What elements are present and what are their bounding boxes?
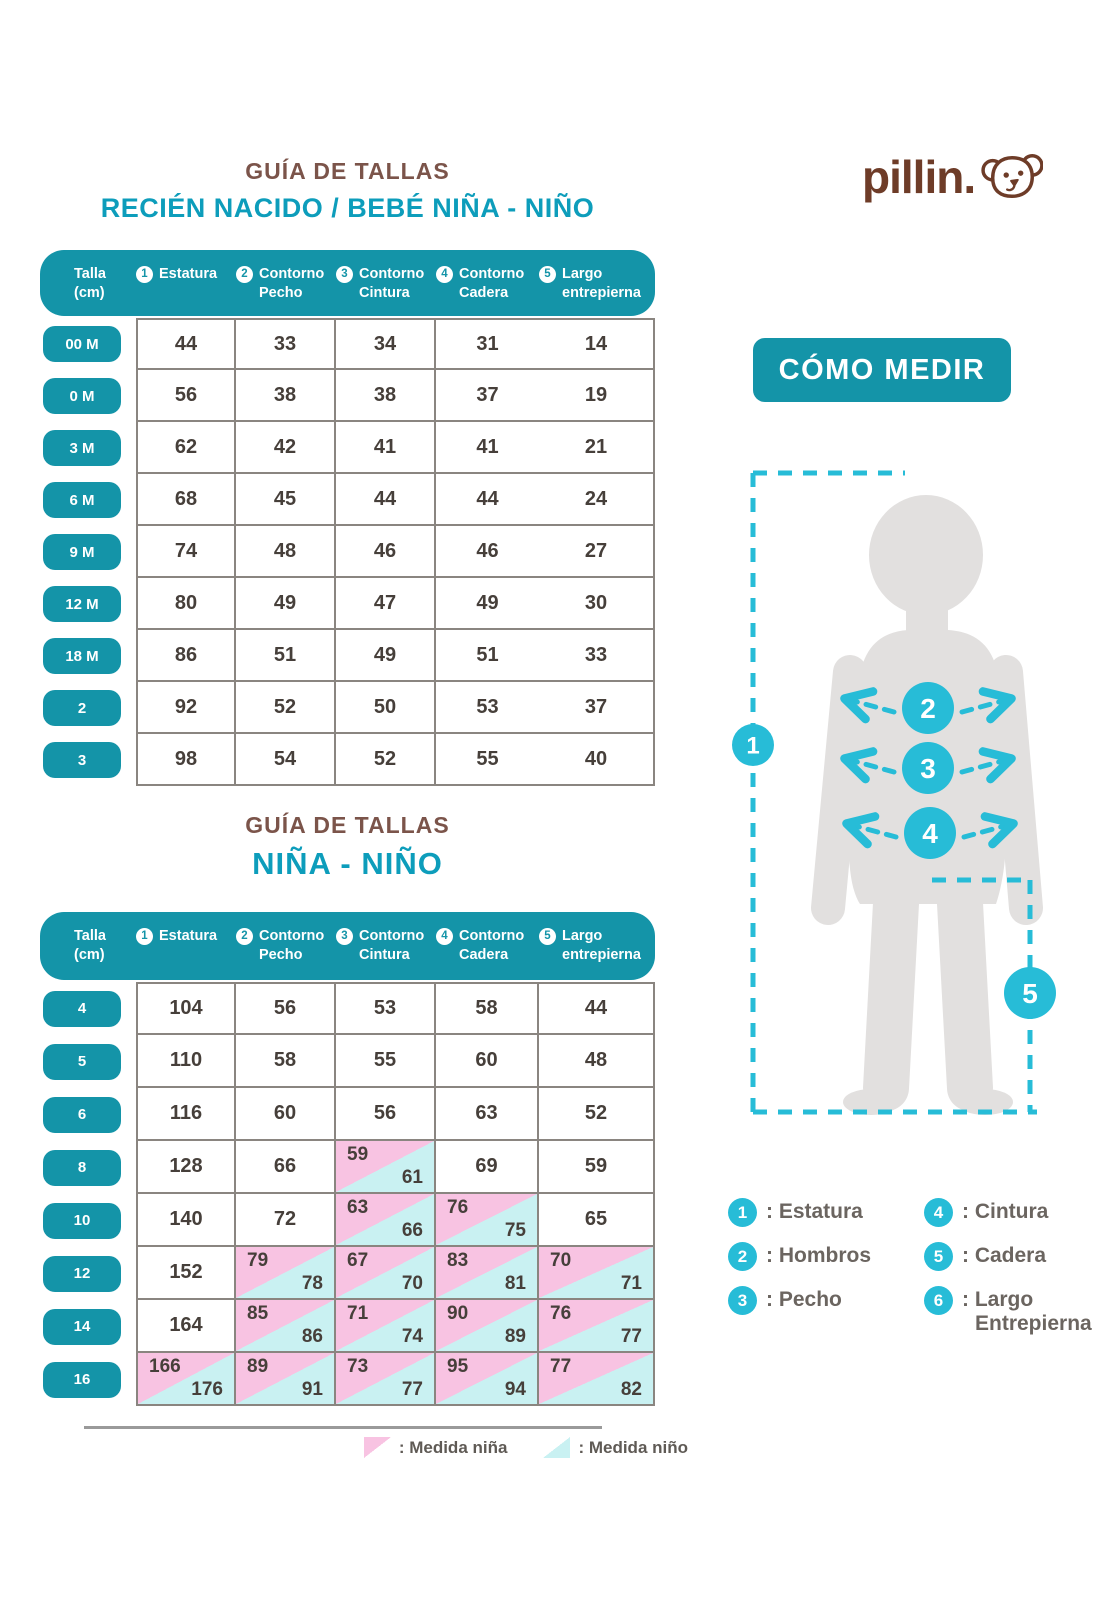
svg-text:2: 2 xyxy=(920,693,936,725)
badge-cell xyxy=(40,1141,136,1194)
column-header-label: Talla (cm) xyxy=(74,266,106,302)
nina-value: 90 xyxy=(447,1303,469,1324)
table-cell: 86 xyxy=(136,630,236,682)
table-cell: 58 xyxy=(436,982,539,1035)
table-cell: 55 xyxy=(336,1035,436,1088)
child-silhouette xyxy=(828,495,1026,1115)
table-cell: 44 xyxy=(336,474,436,526)
split-cell xyxy=(436,1353,539,1406)
cyan-triangle-icon xyxy=(543,1437,570,1458)
nino-value: 77 xyxy=(401,1379,423,1400)
split-cell xyxy=(436,1194,539,1247)
split-cell xyxy=(136,1353,236,1406)
column-number-badge: 4 xyxy=(436,266,453,283)
table-cell: 128 xyxy=(136,1141,236,1194)
table-cell: 44 xyxy=(436,474,539,526)
nino-value: 91 xyxy=(301,1379,323,1400)
column-header-cadera xyxy=(436,265,539,303)
measure-number-badge: 1 xyxy=(728,1198,757,1227)
measure-number-badge: 2 xyxy=(728,1242,757,1271)
badge-cell xyxy=(40,422,136,474)
size-badge: 18 M xyxy=(43,638,121,674)
split-cell xyxy=(336,1300,436,1353)
table-cell: 40 xyxy=(539,734,655,786)
badge-cell xyxy=(40,982,136,1035)
table-cell: 56 xyxy=(236,982,336,1035)
nino-value: 81 xyxy=(504,1273,526,1294)
svg-text:1: 1 xyxy=(746,732,760,760)
measure-legend-item-4 xyxy=(924,1200,1104,1227)
column-number-badge: 5 xyxy=(539,928,556,945)
table-cell: 37 xyxy=(436,370,539,422)
table-row xyxy=(40,1353,655,1406)
split-cell xyxy=(236,1300,336,1353)
measure-number-badge: 5 xyxy=(924,1242,953,1271)
table-cell: 51 xyxy=(236,630,336,682)
table-row xyxy=(40,370,655,422)
table-cell: 65 xyxy=(539,1194,655,1247)
table-cell: 46 xyxy=(336,526,436,578)
pink-triangle-icon xyxy=(364,1437,391,1458)
table-cell: 37 xyxy=(539,682,655,734)
table-cell: 45 xyxy=(236,474,336,526)
measure-point-3 xyxy=(902,742,954,794)
nino-value: 75 xyxy=(504,1220,526,1241)
table-cell: 98 xyxy=(136,734,236,786)
footer-divider xyxy=(84,1426,602,1429)
table-cell: 41 xyxy=(336,422,436,474)
table-row xyxy=(40,422,655,474)
column-header-estatura xyxy=(136,265,236,284)
size-badge: 12 M xyxy=(43,586,121,622)
column-header-estatura xyxy=(136,927,236,946)
nino-value: 70 xyxy=(401,1273,423,1294)
table-cell: 140 xyxy=(136,1194,236,1247)
table-cell: 33 xyxy=(236,318,336,370)
column-number-badge: 5 xyxy=(539,266,556,283)
table-row xyxy=(40,578,655,630)
gender-legend-nino-label: : Medida niño xyxy=(578,1437,688,1457)
measure-legend-label: : Hombros xyxy=(766,1244,871,1267)
como-medir-label: CÓMO MEDIR xyxy=(778,353,986,386)
table-cell: 49 xyxy=(236,578,336,630)
size-badge: 00 M xyxy=(43,326,121,362)
table-cell: 164 xyxy=(136,1300,236,1353)
split-cell xyxy=(336,1194,436,1247)
badge-cell xyxy=(40,1353,136,1406)
table-row xyxy=(40,1035,655,1088)
column-header-cadera xyxy=(436,927,539,965)
table-cell: 41 xyxy=(436,422,539,474)
column-number-badge: 1 xyxy=(136,266,153,283)
column-number-badge: 4 xyxy=(436,928,453,945)
size-badge: 14 xyxy=(43,1309,121,1345)
split-cell xyxy=(539,1247,655,1300)
measure-legend-label: : Estatura xyxy=(766,1200,863,1223)
nina-value: 95 xyxy=(447,1356,469,1377)
split-cell xyxy=(436,1247,539,1300)
nina-value: 83 xyxy=(447,1250,469,1271)
measure-legend-item-3 xyxy=(728,1288,898,1315)
table-cell: 44 xyxy=(539,982,655,1035)
nina-value: 79 xyxy=(247,1250,269,1271)
nino-value: 74 xyxy=(401,1326,423,1347)
table-row xyxy=(40,1194,655,1247)
table-cell: 110 xyxy=(136,1035,236,1088)
table-row xyxy=(40,318,655,370)
badge-cell xyxy=(40,682,136,734)
table-row xyxy=(40,630,655,682)
table-cell: 52 xyxy=(336,734,436,786)
column-number-badge: 2 xyxy=(236,266,253,283)
measure-legend-label: : Cadera xyxy=(962,1244,1047,1267)
column-number-badge: 3 xyxy=(336,266,353,283)
measure-point-4 xyxy=(904,807,956,859)
table-cell: 33 xyxy=(539,630,655,682)
nino-value: 77 xyxy=(620,1326,642,1347)
nino-value: 71 xyxy=(620,1273,642,1294)
badge-cell xyxy=(40,318,136,370)
nina-value: 76 xyxy=(550,1303,572,1324)
nina-value: 70 xyxy=(550,1250,572,1271)
table-cell: 42 xyxy=(236,422,336,474)
size-badge: 3 M xyxy=(43,430,121,466)
gender-legend-nino xyxy=(543,1437,688,1458)
guide1-title: RECIÉN NACIDO / BEBÉ NIÑA - NIÑO xyxy=(100,193,595,223)
gender-legend xyxy=(40,1437,688,1458)
column-header-label: Largo entrepierna xyxy=(562,928,641,964)
table-cell: 49 xyxy=(436,578,539,630)
table-cell: 60 xyxy=(236,1088,336,1141)
table-cell: 46 xyxy=(436,526,539,578)
table-cell: 21 xyxy=(539,422,655,474)
column-header-cintura xyxy=(336,265,436,303)
column-number-badge: 1 xyxy=(136,928,153,945)
table-cell: 48 xyxy=(236,526,336,578)
size-badge: 8 xyxy=(43,1150,121,1186)
size-badge: 12 xyxy=(43,1256,121,1292)
table-cell: 55 xyxy=(436,734,539,786)
column-number-badge: 3 xyxy=(336,928,353,945)
measure-point-5 xyxy=(1004,967,1056,1019)
table-baby-header xyxy=(40,250,655,316)
measuring-diagram xyxy=(700,440,1090,1150)
table-cell: 59 xyxy=(539,1141,655,1194)
measure-point-1 xyxy=(732,724,774,766)
column-header-cintura xyxy=(336,927,436,965)
measure-number-badge: 4 xyxy=(924,1198,953,1227)
table-row xyxy=(40,982,655,1035)
nino-value: 94 xyxy=(504,1379,526,1400)
table-cell: 69 xyxy=(436,1141,539,1194)
measure-legend-item-2 xyxy=(728,1244,898,1271)
measure-legend-label: : Cintura xyxy=(962,1200,1049,1223)
nina-value: 67 xyxy=(347,1250,369,1271)
nina-value: 85 xyxy=(247,1303,269,1324)
column-header-label: Contorno Pecho xyxy=(259,928,325,964)
split-cell xyxy=(336,1141,436,1194)
svg-text:4: 4 xyxy=(922,818,938,850)
table-cell: 44 xyxy=(136,318,236,370)
table-kids xyxy=(40,982,655,1406)
nino-value: 89 xyxy=(504,1326,526,1347)
table-cell: 56 xyxy=(136,370,236,422)
column-header-entrepierna xyxy=(539,927,655,965)
table-cell: 52 xyxy=(236,682,336,734)
table-cell: 31 xyxy=(436,318,539,370)
table-row xyxy=(40,1141,655,1194)
table-cell: 63 xyxy=(436,1088,539,1141)
column-header-entrepierna xyxy=(539,265,655,303)
column-header-label: Contorno Cadera xyxy=(459,266,525,302)
size-badge: 2 xyxy=(43,690,121,726)
table-cell: 27 xyxy=(539,526,655,578)
nino-value: 78 xyxy=(301,1273,323,1294)
table-cell: 34 xyxy=(336,318,436,370)
split-cell xyxy=(236,1353,336,1406)
measure-legend-col1 xyxy=(728,1200,898,1336)
gender-legend-nina-label: : Medida niña xyxy=(398,1437,508,1457)
table-cell: 54 xyxy=(236,734,336,786)
badge-cell xyxy=(40,526,136,578)
guide1-kicker: GUÍA DE TALLAS xyxy=(245,158,450,184)
nina-value: 77 xyxy=(550,1356,572,1377)
table-row xyxy=(40,1247,655,1300)
measure-legend-label-line2: Entrepierna xyxy=(975,1312,1092,1336)
table-cell: 24 xyxy=(539,474,655,526)
nina-value: 59 xyxy=(347,1144,369,1165)
size-badge: 0 M xyxy=(43,378,121,414)
table-cell: 51 xyxy=(436,630,539,682)
column-header-pecho xyxy=(236,927,336,965)
size-badge: 5 xyxy=(43,1044,121,1080)
split-cell xyxy=(336,1247,436,1300)
size-badge: 9 M xyxy=(43,534,121,570)
badge-cell xyxy=(40,578,136,630)
badge-cell xyxy=(40,370,136,422)
measure-legend-label: : Pecho xyxy=(766,1288,842,1311)
badge-cell xyxy=(40,630,136,682)
column-header-label: Talla (cm) xyxy=(74,928,106,964)
split-cell xyxy=(539,1353,655,1406)
column-header-label: Contorno Cadera xyxy=(459,928,525,964)
table-cell: 30 xyxy=(539,578,655,630)
size-badge: 6 xyxy=(43,1097,121,1133)
table-cell: 68 xyxy=(136,474,236,526)
badge-cell xyxy=(40,1300,136,1353)
nino-value: 176 xyxy=(191,1379,223,1400)
table-cell: 116 xyxy=(136,1088,236,1141)
measure-point-2 xyxy=(902,682,954,734)
como-medir-banner xyxy=(753,338,1011,402)
table-cell: 53 xyxy=(336,982,436,1035)
table-row xyxy=(40,526,655,578)
table-cell: 19 xyxy=(539,370,655,422)
nino-value: 86 xyxy=(301,1326,323,1347)
column-header-label: Estatura xyxy=(159,266,218,282)
column-header-label: Estatura xyxy=(159,928,218,944)
table-cell: 62 xyxy=(136,422,236,474)
nina-value: 63 xyxy=(347,1197,369,1218)
table-baby xyxy=(40,318,655,786)
table-cell: 80 xyxy=(136,578,236,630)
table-cell: 104 xyxy=(136,982,236,1035)
measure-legend-label: : Largo Entrepierna xyxy=(962,1288,1092,1336)
table-row xyxy=(40,734,655,786)
guide2-kicker: GUÍA DE TALLAS xyxy=(245,812,450,838)
badge-cell xyxy=(40,1035,136,1088)
measure-legend-item-1 xyxy=(728,1200,898,1227)
table-row xyxy=(40,682,655,734)
guide2-title: NIÑA - NIÑO xyxy=(252,846,443,881)
column-header-cm xyxy=(40,927,136,965)
table-cell: 47 xyxy=(336,578,436,630)
nino-value: 61 xyxy=(401,1167,423,1188)
nina-value: 71 xyxy=(347,1303,369,1324)
size-badge: 6 M xyxy=(43,482,121,518)
size-badge: 3 xyxy=(43,742,121,778)
svg-text:5: 5 xyxy=(1022,978,1038,1010)
nino-value: 82 xyxy=(620,1379,642,1400)
table-cell: 49 xyxy=(336,630,436,682)
brand-logo xyxy=(862,150,1043,204)
size-badge: 10 xyxy=(43,1203,121,1239)
table-cell: 53 xyxy=(436,682,539,734)
measure-legend-item-6 xyxy=(924,1288,1104,1336)
column-header-label: Contorno Pecho xyxy=(259,266,325,302)
table-cell: 60 xyxy=(436,1035,539,1088)
split-cell xyxy=(336,1353,436,1406)
nina-value: 166 xyxy=(149,1356,181,1377)
table-cell: 58 xyxy=(236,1035,336,1088)
table-cell: 50 xyxy=(336,682,436,734)
dog-icon xyxy=(981,150,1043,204)
badge-cell xyxy=(40,474,136,526)
measure-legend xyxy=(728,1200,1104,1336)
table-cell: 72 xyxy=(236,1194,336,1247)
column-header-pecho xyxy=(236,265,336,303)
nino-value: 66 xyxy=(401,1220,423,1241)
split-cell xyxy=(539,1300,655,1353)
badge-cell xyxy=(40,734,136,786)
split-cell xyxy=(436,1300,539,1353)
table-cell: 92 xyxy=(136,682,236,734)
table-row xyxy=(40,1300,655,1353)
gender-legend-nina xyxy=(364,1437,508,1458)
table-cell: 48 xyxy=(539,1035,655,1088)
nina-value: 89 xyxy=(247,1356,269,1377)
column-header-label: Contorno Cintura xyxy=(359,928,425,964)
measure-legend-col2 xyxy=(924,1200,1104,1336)
table-row xyxy=(40,474,655,526)
split-cell xyxy=(236,1247,336,1300)
table-cell: 38 xyxy=(236,370,336,422)
badge-cell xyxy=(40,1194,136,1247)
measure-legend-item-5 xyxy=(924,1244,1104,1271)
svg-text:3: 3 xyxy=(920,753,936,785)
table-cell: 74 xyxy=(136,526,236,578)
column-number-badge: 2 xyxy=(236,928,253,945)
brand-name: pillin. xyxy=(862,151,976,203)
size-badge: 4 xyxy=(43,991,121,1027)
column-header-label: Contorno Cintura xyxy=(359,266,425,302)
size-badge: 16 xyxy=(43,1362,121,1398)
badge-cell xyxy=(40,1247,136,1300)
column-header-cm xyxy=(40,265,136,303)
nina-value: 76 xyxy=(447,1197,469,1218)
table-cell: 66 xyxy=(236,1141,336,1194)
table-cell: 56 xyxy=(336,1088,436,1141)
table-cell: 38 xyxy=(336,370,436,422)
nina-value: 73 xyxy=(347,1356,369,1377)
table-kids-header xyxy=(40,912,655,980)
column-header-label: Largo entrepierna xyxy=(562,266,641,302)
measure-number-badge: 3 xyxy=(728,1286,757,1315)
table-row xyxy=(40,1088,655,1141)
table-cell: 52 xyxy=(539,1088,655,1141)
table-cell: 14 xyxy=(539,318,655,370)
measure-number-badge: 6 xyxy=(924,1286,953,1315)
badge-cell xyxy=(40,1088,136,1141)
table-cell: 152 xyxy=(136,1247,236,1300)
